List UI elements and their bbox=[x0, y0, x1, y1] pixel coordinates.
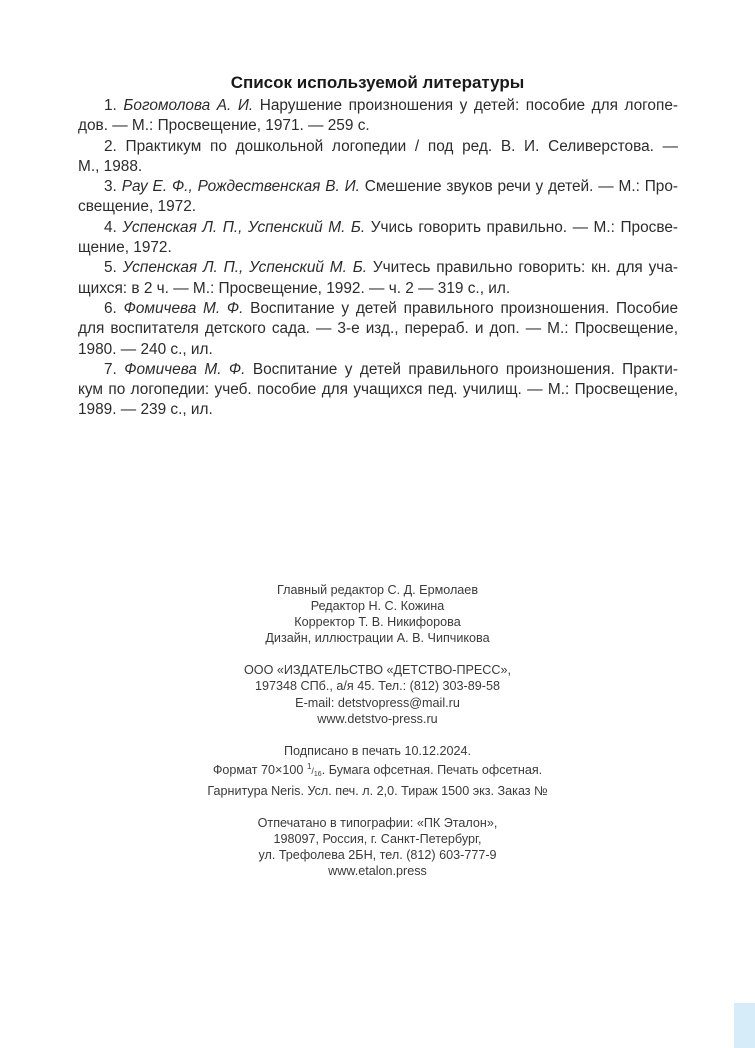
reference-line: 5. Успенская Л. П., Успенский М. Б. Учитесь правильно говорить: кн. для уча- bbox=[104, 259, 679, 277]
typeface-line: Гарнитура Neris. Усл. печ. л. 2,0. Тираж 1500 экз. Заказ № bbox=[207, 783, 548, 798]
reference-author: Успенская Л. П., Успенский М. Б. bbox=[122, 218, 366, 236]
credit-line: Редактор Н. С. Кожина bbox=[310, 599, 445, 614]
reference-line: 7. Фомичева М. Ф. Воспитание у детей правильного произношения. Практи- bbox=[104, 360, 678, 378]
reference-item bbox=[78, 177, 678, 218]
reference-line: 1980. — 240 с., ил. bbox=[78, 340, 213, 358]
publisher-email: E-mail: detstvopress@mail.ru bbox=[295, 695, 460, 710]
reference-line: 1989. — 239 с., ил. bbox=[78, 401, 213, 419]
imprint bbox=[0, 582, 755, 895]
printer-line: ул. Трефолева 2БН, тел. (812) 603-777-9 bbox=[258, 848, 497, 863]
publisher-block bbox=[0, 662, 755, 726]
reference-line: щение, 1972. bbox=[78, 239, 172, 257]
format-fraction: $^1/_{16}$ bbox=[306, 761, 322, 778]
reference-number: 2. bbox=[104, 137, 117, 155]
reference-item bbox=[78, 96, 678, 137]
reference-number: 3. bbox=[104, 178, 117, 196]
reference-number: 4. bbox=[104, 218, 117, 236]
printer-line: Отпечатано в типографии: «ПК Эталон», bbox=[257, 816, 498, 831]
format-line: Формат 70×100 $^1/_{16}$. Бумага офсетная. Печать офсетная. bbox=[212, 761, 543, 778]
printer-website: www.etalon.press bbox=[328, 864, 427, 879]
reference-number: 7. bbox=[104, 360, 117, 378]
reference-author: Фомичева М. Ф. bbox=[123, 299, 244, 317]
reference-list bbox=[78, 96, 678, 421]
reference-item bbox=[78, 258, 678, 299]
reference-number: 1. bbox=[104, 97, 117, 114]
reference-item bbox=[78, 218, 678, 259]
page-edge-tab bbox=[734, 1003, 755, 1048]
reference-line: дов. — М.: Просвещение, 1971. — 259 с. bbox=[78, 117, 370, 135]
printer-block bbox=[0, 815, 755, 879]
publisher-line: ООО «ИЗДАТЕЛЬСТВО «ДЕТСТВО-ПРЕСС», bbox=[244, 663, 511, 678]
reference-line: 2. Практикум по дошкольной логопедии / под ред. В. И. Селиверстова. — bbox=[104, 137, 679, 155]
reference-line: 4. Успенская Л. П., Успенский М. Б. Учись говорить правильно. — М.: Просве- bbox=[104, 218, 679, 236]
reference-line: свещение, 1972. bbox=[78, 198, 197, 216]
publisher-line: 197348 СПб., а/я 45. Тел.: (812) 303-89-58 bbox=[255, 679, 500, 694]
reference-line: 1. Богомолова А. И. Нарушение произношения у детей: пособие для логопе- bbox=[104, 97, 679, 114]
publisher-website: www.detstvo-press.ru bbox=[317, 711, 438, 726]
signed-line: Подписано в печать 10.12.2024. bbox=[284, 743, 471, 758]
page-title: Список используемой литературы bbox=[230, 73, 525, 92]
reference-author: Богомолова А. И. bbox=[123, 97, 254, 114]
reference-item bbox=[78, 299, 678, 360]
credit-line: Корректор Т. В. Никифорова bbox=[294, 615, 461, 630]
printer-line: 198097, Россия, г. Санкт-Петербург, bbox=[273, 832, 482, 847]
reference-author: Фомичева М. Ф. bbox=[124, 360, 246, 378]
reference-number: 6. bbox=[104, 299, 117, 317]
reference-item bbox=[78, 137, 678, 178]
reference-line: для воспитателя детского сада. — 3-е изд., перераб. и доп. — М.: Просвещение, bbox=[78, 320, 678, 338]
credits-block bbox=[0, 582, 755, 646]
reference-line: 3. Рау Е. Ф., Рождественская В. И. Смешение звуков речи у детей. — М.: Про- bbox=[104, 178, 679, 196]
credit-line: Главный редактор С. Д. Ермолаев bbox=[276, 583, 479, 597]
reference-item bbox=[78, 360, 678, 421]
reference-line: кум по логопедии: учеб. пособие для учащихся пед. училищ. — М.: Просвещение, bbox=[78, 381, 678, 399]
print-info-block bbox=[0, 743, 755, 799]
reference-author: Рау Е. Ф., Рождественская В. И. bbox=[121, 178, 360, 196]
reference-line: щихся: в 2 ч. — М.: Просвещение, 1992. — ч. 2 — 319 с., ил. bbox=[78, 279, 511, 297]
reference-number: 5. bbox=[104, 259, 117, 277]
credit-line: Дизайн, иллюстрации А. В. Чипчикова bbox=[265, 631, 490, 646]
reference-line: М., 1988. bbox=[78, 157, 143, 175]
reference-line: 6. Фомичева М. Ф. Воспитание у детей правильного произношения. Пособие bbox=[104, 299, 679, 317]
reference-author: Успенская Л. П., Успенский М. Б. bbox=[122, 259, 368, 277]
